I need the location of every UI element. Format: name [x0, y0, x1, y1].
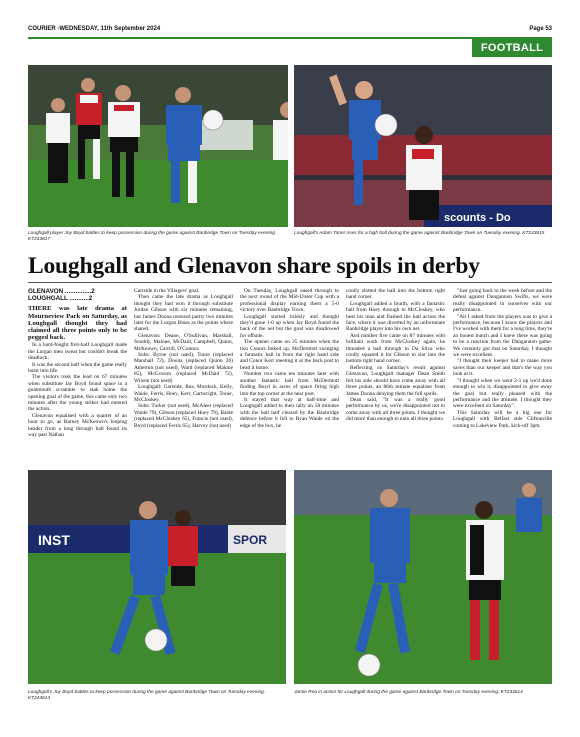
photo-top-right [294, 65, 552, 227]
article-paragraph: coolly slotted the ball into the bottom right hand corner. [346, 288, 445, 301]
article-paragraph: Glenavon equalised with a quarter of an hour to go, as Barney McKeown's looping header from a long through ball found its way past Nathan [28, 412, 127, 439]
section-tag: FOOTBALL [472, 39, 552, 57]
page-number: Page 53 [529, 26, 552, 32]
banner-text: INST [38, 532, 70, 548]
article-column-5 [453, 288, 552, 429]
article-paragraph: In a hard-fought first-half Loughgall made the Lurgan men sweat but couldn't break the deadlock. [28, 342, 127, 362]
article-column-2 [134, 288, 233, 429]
banner-text: SPOR [233, 533, 268, 547]
article-paragraph: Reflecting on Saturday's result against Glenavon, Loughgall manager Dean Smith felt his side should have come away with all three points, an 86th minute equaliser from James Doona denying them the full spoils. [346, 364, 445, 397]
article-paragraph: It was the second half when the game really burst into life. [28, 361, 127, 375]
article-paragraph: Then came the late drama as Loughgall thought they had won it through substitute Jordan Gibson with six minutes remaining, but James Doona restored parity two minutes later for the Lurgan Blues as the points where shared. [134, 294, 233, 333]
article-paragraph: Loughgall added a fourth, with a fantastic ball from Hoey through to McCloskey, who beat his man and flashed the ball across the face, where it was diverted by an unfortunate Banbridge player into his own net. [346, 300, 445, 333]
publication-date: COURIER -WEDNESDAY, 11th September 2024 [28, 26, 161, 32]
article-intro: THERE was late drama at Mourneview Park on Saturday, as Loughgall thought they had claimed all three points only to be pegged back. [28, 305, 127, 342]
article-paragraph: The opener came on 25 minutes when the two Conors linked up, McDermott swinging a fantastic ball in from the right hand side and Conor Kerr meeting it at the back post to head it home. [240, 339, 339, 371]
caption-bottom-left: Loughgall's Joy Boyd battles to keep possession during the game against Banbridge Town on Tuesday evening. KT243613 [28, 690, 266, 701]
caption-bottom-right: Jamie Rea in action for Loughgall during the game against Banbridge Town on Tuesday evening. KT243614 [294, 690, 523, 695]
article-column-4 [346, 288, 445, 423]
page-header [28, 26, 552, 36]
photo-top-left [28, 65, 288, 227]
caption-top-right: Loughgall's Adam Toner rises for a high ball during the game against Banbridge Town on Tuesday evening. KT243615 [294, 231, 545, 236]
article-paragraph: Loughgall started briskly and thought they'd gone 1-0 up when Jay Boyd found the back of the net but the goal was disallowed for offside. [240, 313, 339, 339]
photo-bottom-left [28, 470, 286, 684]
article-paragraph: Loughgall: Gartside, Rea, Murdock, Kelly, Waide, Ferris, Hoey, Kerr, Cartwright, Toner, McCloskey. [134, 384, 233, 403]
article-paragraph: And number five came on 87 minutes with brilliant work from McCloskey again, he threaded a ball through to Da Silva who coolly squared it for Gibson to slot into the bottom right hand corner. [346, 332, 445, 365]
article-column-3 [240, 288, 339, 429]
article-paragraph: Subs: Turker (not used), McAleer (replaced Waide 79), Gibson (replaced Hoey 79), Balde (replaced McCloskey 65), Francis (not used), Boyd (replaced Ferris 65), Harvey (not used) [134, 403, 233, 429]
article-paragraph: The visitors took the lead on 67 minutes when substitute Jay Boyd found space in a goalmouth scramble to stab home the opening goal of the game, this came only two minutes after the young striker had entered the action. [28, 374, 127, 413]
banner-text: scounts - Do [444, 212, 511, 224]
article-paragraph: "I thought their keeper had to make more saves than our keeper and that's the way you look at it. [453, 358, 552, 378]
article-paragraph: It stayed that way at half-time and Loughgall added to their tally on 58 minutes with the ball half cleared by the Banbridge defence before it fell to Ryan Waide on the edge of the box, he [240, 396, 339, 429]
headline: Loughgall and Glenavon share spoils in derby [28, 253, 480, 279]
score-home: GLENAVON ...............2 [28, 288, 95, 295]
article-paragraph: Glenavon: Deane, O'Sullivan, Marshall, Snoddy, Malone, McDaid, Campbell, Quinn, McKeown, Carroll, O'Connor. [134, 332, 233, 352]
caption-top-left: Loughgall player Joy Boyd battles to keep possession during the game against Banbridge Town on Tuesday evening. KT243617 [28, 231, 277, 242]
section-band [28, 37, 552, 59]
article-paragraph: "All I asked from the players was to give a performance, because I know the players and I've worked with them for a long time, they're an honest bunch and I knew there was going to be a reaction from the Dungannon game. We certainly got that on Saturday, I thought we were excellent. [453, 313, 552, 359]
article-paragraph: Dean said, "It was a really good performance by us, we're disappointed not to come away with all three points. I thought we did more than enough to earn all three points. [346, 396, 445, 423]
article-paragraph: Subs: Byrne (not used), Toure (replaced Marshall 72), Doona (replaced Quinn 20) Atherton (not used), Ward (replaced Malone 85), McGovern (replaced McDaid 72), Wilson (not used) [134, 352, 233, 384]
article-paragraph: On Tuesday, Loughgall eased through to the next round of the Mid-Ulster Cup with a professional display earning them a 5-0 victory over Banbridge Town. [240, 288, 339, 314]
article-paragraph: This Saturday will be a big one for Loughgall with Belfast side Cliftonville coming to Lakeview Park, kick-off 3pm. [453, 409, 552, 429]
headline-rule [28, 282, 552, 283]
article-paragraph: "I thought when we went 2-1 up we'd done enough to win it, disappointed to give away the goal but really pleased with the performance and the attitude. I thought they were excellent on Saturday". [453, 377, 552, 410]
photo-bottom-right [294, 470, 552, 684]
score-away: LOUGHGALL ...........2 [28, 295, 93, 303]
article-paragraph: "Just going back to the week before and the defeat against Dungannon Swifts, we were really disappointed in ourselves with our performance. [453, 288, 552, 314]
article-paragraph: Gartside in the Villagers' goal. [134, 288, 200, 294]
article-column-1 [28, 288, 127, 439]
article-paragraph: Number two came ten minutes later with another fantastic ball from McDermott finding Boyd in acres of space firing high into the top corner at the near post. [240, 371, 339, 397]
